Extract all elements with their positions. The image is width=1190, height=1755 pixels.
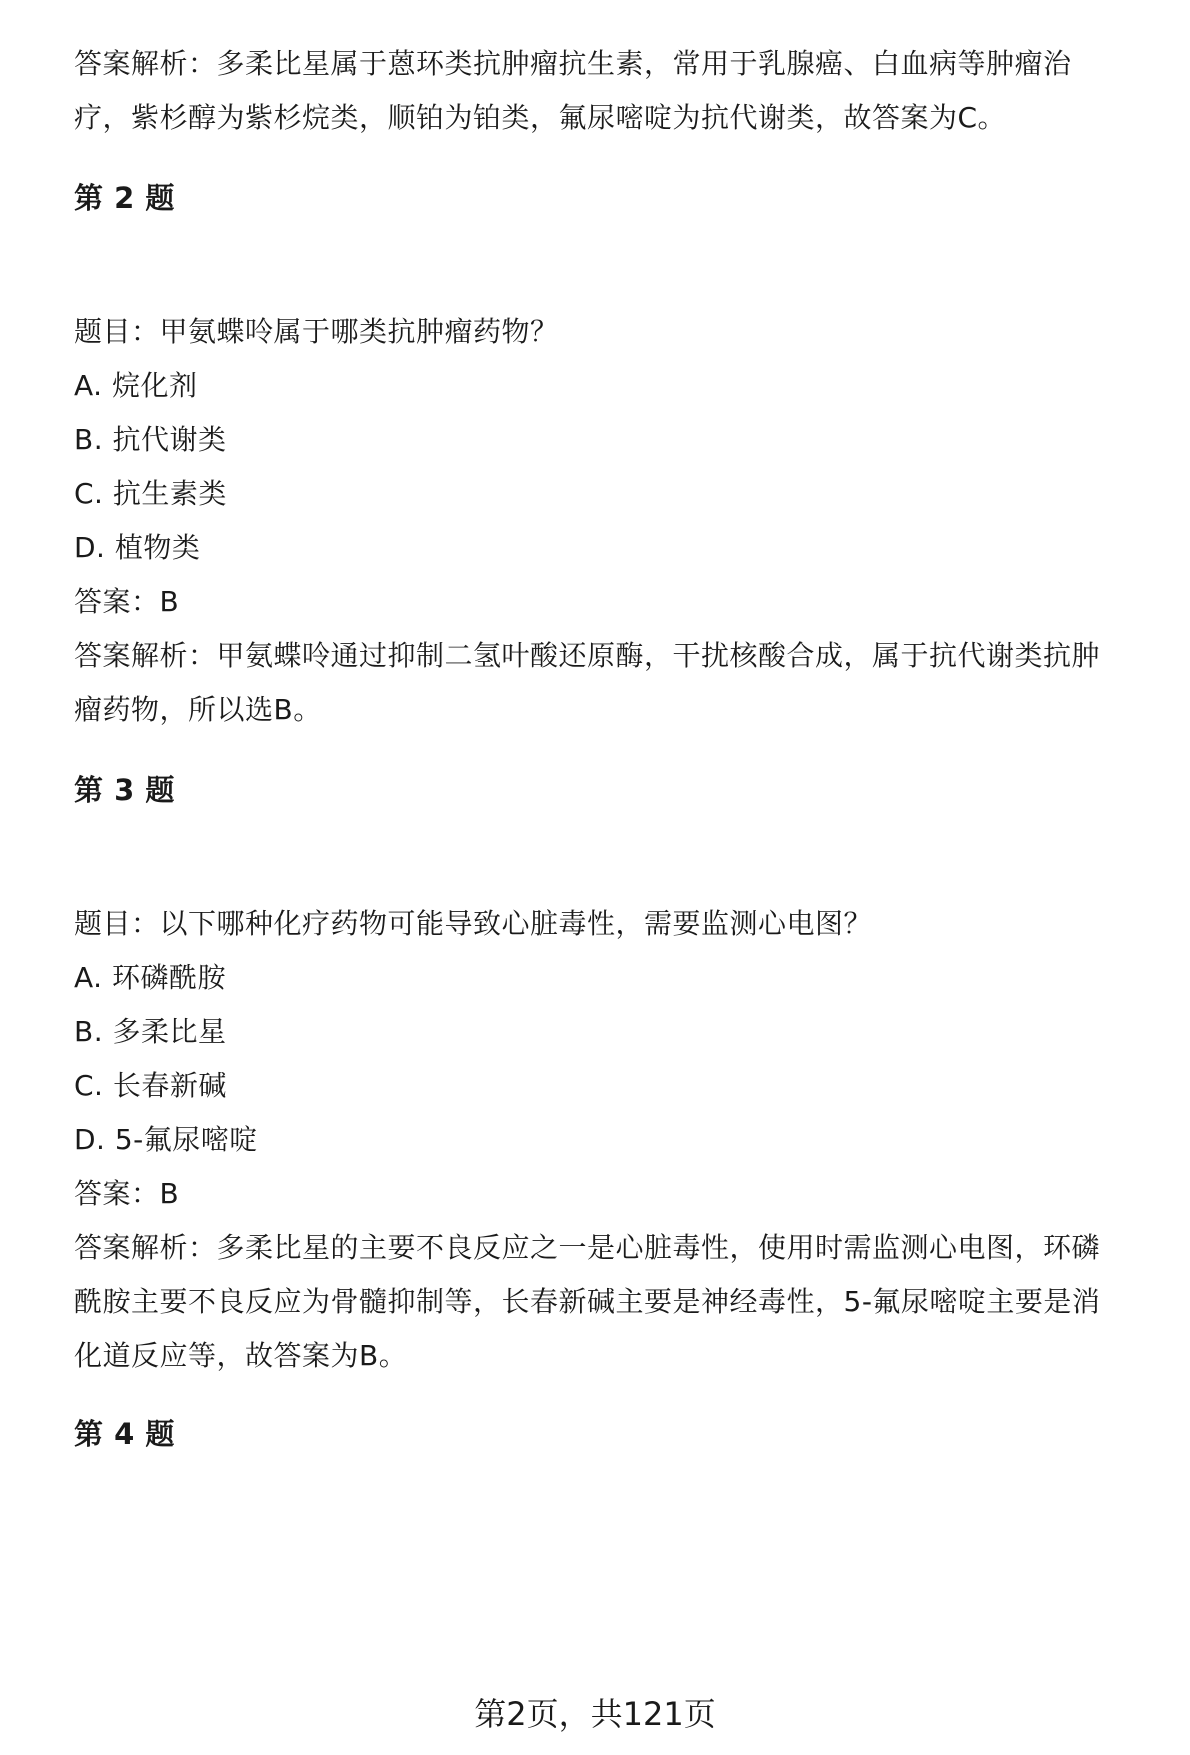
q2-heading: 第 2 题 [74,181,175,215]
q1-explanation-line-2: 疗，紫杉醇为紫杉烷类，顺铂为铂类，氟尿嘧啶为抗代谢类，故答案为C。 [74,101,1007,134]
q2-option-d: D. 植物类 [74,531,201,564]
q3-explanation-line-2: 酰胺主要不良反应为骨髓抑制等，长春新碱主要是神经毒性，5-氟尿嘧啶主要是消 [74,1285,1101,1318]
q3-option-a: A. 环磷酰胺 [74,961,226,994]
q2-option-b: B. 抗代谢类 [74,423,227,456]
q3-option-d: D. 5-氟尿嘧啶 [74,1123,258,1156]
q2-explanation-line-1: 答案解析：甲氨蝶呤通过抑制二氢叶酸还原酶，干扰核酸合成，属于抗代谢类抗肿 [74,639,1101,672]
q3-explanation-line-3: 化道反应等，故答案为B。 [74,1339,408,1372]
q3-option-c: C. 长春新碱 [74,1069,227,1102]
q3-question: 题目：以下哪种化疗药物可能导致心脏毒性，需要监测心电图？ [74,907,873,940]
q3-explanation-line-1: 答案解析：多柔比星的主要不良反应之一是心脏毒性，使用时需监测心电图，环磷 [74,1231,1101,1264]
q2-explanation-line-2: 瘤药物，所以选B。 [74,693,322,726]
q1-explanation-line-1: 答案解析：多柔比星属于蒽环类抗肿瘤抗生素，常用于乳腺癌、白血病等肿瘤治 [74,47,1072,80]
q2-option-a: A. 烷化剂 [74,369,198,402]
q2-question: 题目：甲氨蝶呤属于哪类抗肿瘤药物？ [74,315,559,348]
q2-option-c: C. 抗生素类 [74,477,227,510]
q3-answer: 答案：B [74,1177,180,1210]
q3-heading: 第 3 题 [74,773,175,807]
q2-answer: 答案：B [74,585,180,618]
page-number-footer: 第2页，共121页 [474,1695,716,1733]
q3-option-b: B. 多柔比星 [74,1015,227,1048]
q4-heading: 第 4 题 [74,1417,175,1451]
